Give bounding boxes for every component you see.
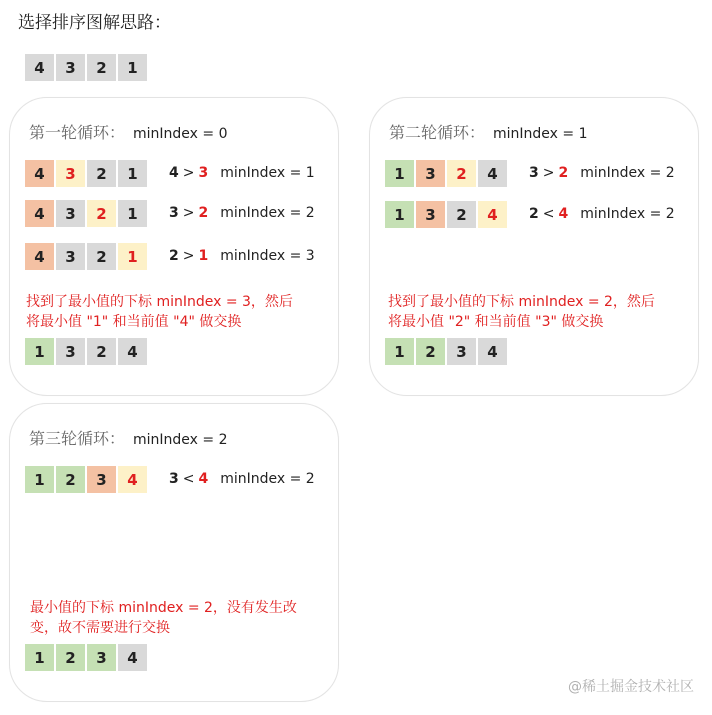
array-cell: 1 (118, 54, 147, 81)
array-cell: 3 (56, 243, 85, 270)
array-cell: 1 (25, 338, 54, 365)
array-cell: 4 (478, 160, 507, 187)
round-2-note (388, 292, 655, 332)
note-line: 找到了最小值的下标 minIndex = 2，然后 (388, 294, 655, 310)
array-cell: 2 (416, 338, 445, 365)
compare-right: 3 (198, 165, 209, 181)
comparison-text (169, 205, 315, 221)
array-cell: 2 (56, 644, 85, 671)
compare-operator: < (182, 471, 195, 487)
array-cell: 2 (87, 200, 116, 227)
round-1-step-3-array (25, 243, 147, 270)
round-3-title (29, 426, 228, 449)
round-label: 第二轮循环： (389, 123, 486, 142)
compare-left: 3 (169, 471, 179, 487)
array-cell: 1 (25, 644, 54, 671)
comparison-text (529, 206, 675, 222)
note-line: 最小值的下标 minIndex = 2，没有发生改 (30, 600, 297, 616)
round-3-step-1-array (25, 466, 147, 493)
round-1-title (29, 120, 228, 143)
round-3-result-array (25, 644, 147, 671)
array-cell: 1 (385, 160, 414, 187)
round-2-title (389, 120, 588, 143)
array-cell: 2 (447, 160, 476, 187)
compare-right: 4 (558, 206, 569, 222)
array-cell: 4 (25, 243, 54, 270)
comparison-text (529, 165, 675, 181)
compare-operator: > (182, 165, 195, 181)
round-min-index: minIndex = 2 (133, 432, 228, 448)
array-cell: 3 (56, 160, 85, 187)
initial-array (25, 54, 147, 81)
round-1-step-1-array (25, 160, 147, 187)
compare-operator: > (182, 205, 195, 221)
array-cell: 4 (118, 338, 147, 365)
round-label: 第三轮循环： (29, 429, 126, 448)
min-index-value: minIndex = 2 (220, 471, 315, 487)
array-cell: 4 (478, 338, 507, 365)
array-cell: 4 (25, 54, 54, 81)
compare-operator: > (542, 165, 555, 181)
compare-right: 1 (198, 248, 209, 264)
array-cell: 3 (416, 160, 445, 187)
comparison-text (169, 165, 315, 181)
array-cell: 3 (56, 200, 85, 227)
compare-operator: < (542, 206, 555, 222)
page-title: 选择排序图解思路： (18, 13, 171, 33)
note-line: 变，故不需要进行交换 (30, 620, 170, 636)
compare-right: 4 (198, 471, 209, 487)
compare-left: 4 (169, 165, 179, 181)
round-2-step-1-array (385, 160, 507, 187)
array-cell: 4 (25, 160, 54, 187)
round-1-result-array (25, 338, 147, 365)
note-line: 将最小值 "1" 和当前值 "4" 做交换 (26, 314, 242, 330)
min-index-value: minIndex = 1 (220, 165, 315, 181)
array-cell: 1 (385, 201, 414, 228)
round-1-step-2-array (25, 200, 147, 227)
array-cell: 3 (87, 466, 116, 493)
compare-operator: > (182, 248, 195, 264)
array-cell: 3 (447, 338, 476, 365)
array-cell: 2 (87, 54, 116, 81)
array-cell: 1 (118, 243, 147, 270)
array-cell: 3 (56, 338, 85, 365)
round-2-step-2-array (385, 201, 507, 228)
array-cell: 4 (118, 644, 147, 671)
note-line: 找到了最小值的下标 minIndex = 3，然后 (26, 294, 293, 310)
array-cell: 1 (385, 338, 414, 365)
round-2-result-array (385, 338, 507, 365)
array-cell: 2 (87, 160, 116, 187)
compare-left: 3 (169, 205, 179, 221)
array-cell: 1 (118, 200, 147, 227)
note-line: 将最小值 "2" 和当前值 "3" 做交换 (388, 314, 604, 330)
compare-left: 3 (529, 165, 539, 181)
min-index-value: minIndex = 2 (580, 165, 675, 181)
compare-left: 2 (169, 248, 179, 264)
array-cell: 4 (25, 200, 54, 227)
array-cell: 2 (447, 201, 476, 228)
min-index-value: minIndex = 3 (220, 248, 315, 264)
compare-left: 2 (529, 206, 539, 222)
compare-right: 2 (558, 165, 569, 181)
array-cell: 4 (118, 466, 147, 493)
round-3-note (30, 598, 297, 638)
array-cell: 1 (25, 466, 54, 493)
min-index-value: minIndex = 2 (220, 205, 315, 221)
watermark: @稀土掘金技术社区 (568, 679, 694, 695)
array-cell: 3 (56, 54, 85, 81)
array-cell: 1 (118, 160, 147, 187)
array-cell: 2 (56, 466, 85, 493)
array-cell: 3 (87, 644, 116, 671)
round-1-note (26, 292, 293, 332)
array-cell: 3 (416, 201, 445, 228)
array-cell: 2 (87, 338, 116, 365)
comparison-text (169, 471, 315, 487)
min-index-value: minIndex = 2 (580, 206, 675, 222)
round-min-index: minIndex = 0 (133, 126, 228, 142)
round-min-index: minIndex = 1 (493, 126, 588, 142)
round-label: 第一轮循环： (29, 123, 126, 142)
array-cell: 4 (478, 201, 507, 228)
array-cell: 2 (87, 243, 116, 270)
compare-right: 2 (198, 205, 209, 221)
comparison-text (169, 248, 315, 264)
